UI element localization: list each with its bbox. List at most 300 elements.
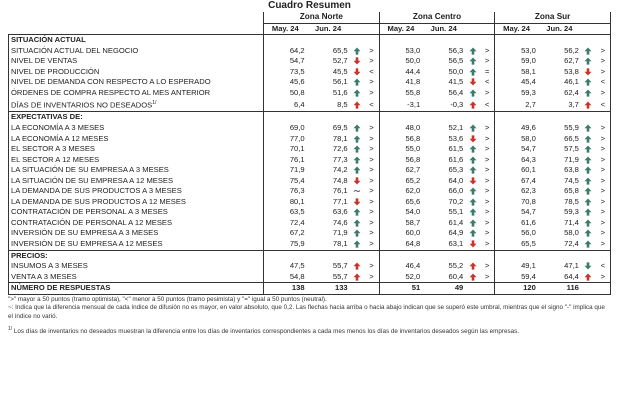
trend-cell	[465, 207, 480, 218]
threshold-sign: <	[480, 77, 495, 88]
value-may: 41,8	[379, 77, 422, 88]
value-may: 56,0	[495, 228, 538, 239]
trend-cell	[581, 165, 596, 176]
threshold-sign: >	[480, 272, 495, 283]
value-jun: 62,7	[564, 56, 579, 66]
trend-cell	[581, 207, 596, 218]
value-jun: 64,9	[448, 228, 464, 238]
arrow-down-icon	[584, 68, 592, 76]
threshold-sign: >	[596, 207, 611, 218]
arrow-up-icon	[353, 240, 361, 248]
threshold-sign: >	[480, 228, 495, 239]
value-jun: 62,4	[564, 87, 579, 97]
arrow-up-icon	[584, 229, 592, 237]
arrow-up-icon	[469, 273, 477, 281]
threshold-sign: >	[480, 155, 495, 166]
threshold-sign: <	[596, 98, 611, 112]
threshold-sign: >	[364, 77, 379, 88]
trend-cell	[581, 56, 596, 67]
value-may: 54,7	[495, 144, 538, 155]
arrow-up-icon	[584, 156, 592, 164]
value-may: 70,8	[495, 197, 538, 208]
trend-cell	[465, 46, 480, 57]
trend-cell	[581, 155, 596, 166]
value-may: 62,0	[379, 186, 422, 197]
zone-header: Zona Centro	[379, 12, 495, 23]
value-may: 47,5	[264, 261, 307, 272]
trend-cell	[465, 56, 480, 67]
table-row	[9, 261, 611, 272]
report-title: Cuadro Resumen	[268, 0, 351, 11]
threshold-sign: >	[364, 165, 379, 176]
threshold-sign: >	[364, 123, 379, 134]
value-may: 49,6	[495, 123, 538, 134]
value-jun: 56,4	[448, 87, 464, 97]
threshold-sign: >	[480, 134, 495, 145]
value-jun: 70,2	[448, 196, 464, 206]
arrow-up-icon	[353, 89, 361, 97]
value-may: 64,2	[264, 46, 307, 57]
value-may: 69,0	[264, 123, 307, 134]
value-may: 56,8	[379, 134, 422, 145]
value-may: 50,8	[264, 88, 307, 99]
arrow-down-icon	[353, 68, 361, 76]
threshold-sign: >	[596, 186, 611, 197]
arrow-up-icon	[584, 101, 592, 109]
threshold-sign: >	[480, 88, 495, 99]
value-may: 64,3	[495, 155, 538, 166]
value-jun: 46,1	[564, 77, 579, 87]
value-jun: 74,5	[564, 175, 579, 185]
threshold-sign: <	[596, 77, 611, 88]
table-row	[9, 46, 611, 57]
threshold-sign: >	[596, 176, 611, 187]
table-row	[9, 228, 611, 239]
table-row	[9, 197, 611, 208]
value-may: 55,0	[379, 144, 422, 155]
value-may: 64,8	[379, 239, 422, 250]
value-may: 45,6	[264, 77, 307, 88]
col-header-may: May. 24	[264, 23, 307, 35]
trend-cell	[465, 144, 480, 155]
arrow-up-icon	[584, 177, 592, 185]
row-label: SITUACIÓN ACTUAL DEL NEGOCIO	[9, 46, 264, 57]
value-jun: 53,8	[564, 66, 579, 76]
arrow-up-icon	[469, 198, 477, 206]
trend-cell	[581, 123, 596, 134]
trend-cell	[350, 56, 365, 67]
value-jun: 55,2	[448, 261, 464, 271]
table-row	[9, 218, 611, 229]
trend-cell	[350, 144, 365, 155]
row-label: INSUMOS A 3 MESES	[9, 261, 264, 272]
trend-cell	[581, 261, 596, 272]
threshold-sign: >	[596, 155, 611, 166]
arrow-up-icon	[584, 208, 592, 216]
threshold-sign: >	[480, 186, 495, 197]
arrow-up-icon	[353, 208, 361, 216]
trend-cell	[350, 123, 365, 134]
row-label: CONTRATACIÓN DE PERSONAL A 12 MESES	[9, 218, 264, 229]
value-may: 60,1	[495, 165, 538, 176]
total-jun: 133	[307, 283, 350, 295]
trend-cell	[581, 272, 596, 283]
summary-table	[8, 12, 611, 295]
value-jun: 63,6	[332, 207, 348, 217]
total-may: 138	[264, 283, 307, 295]
section-header-row	[9, 250, 611, 261]
threshold-sign: >	[364, 261, 379, 272]
arrow-up-icon	[353, 219, 361, 227]
table-row	[9, 186, 611, 197]
value-may: 67,4	[495, 176, 538, 187]
arrow-up-icon	[469, 156, 477, 164]
zone-header: Zona Norte	[264, 12, 380, 23]
threshold-sign: >	[364, 239, 379, 250]
threshold-sign: <	[596, 261, 611, 272]
trend-cell	[465, 123, 480, 134]
threshold-sign: >	[596, 239, 611, 250]
value-jun: 8,5	[337, 99, 348, 109]
threshold-sign: >	[364, 186, 379, 197]
arrow-down-icon	[584, 262, 592, 270]
row-label: ÓRDENES DE COMPRA RESPECTO AL MES ANTERIOR	[9, 88, 264, 99]
value-jun: 65,3	[448, 165, 464, 175]
arrow-down-icon	[469, 240, 477, 248]
value-jun: 66,0	[448, 186, 464, 196]
threshold-sign: >	[480, 207, 495, 218]
value-jun: 76,1	[332, 186, 348, 196]
arrow-down-icon	[469, 135, 477, 143]
value-may: 71,9	[264, 165, 307, 176]
threshold-sign: >	[364, 228, 379, 239]
totals-label: NÚMERO DE RESPUESTAS	[9, 283, 264, 295]
value-jun: 65,5	[332, 45, 348, 55]
value-may: 59,0	[495, 56, 538, 67]
arrow-down-icon	[353, 177, 361, 185]
value-may: 59,3	[495, 88, 538, 99]
threshold-sign: >	[480, 46, 495, 57]
arrow-up-icon	[584, 78, 592, 86]
threshold-sign: >	[364, 176, 379, 187]
threshold-sign: >	[480, 261, 495, 272]
row-label: LA DEMANDA DE SUS PRODUCTOS A 12 MESES	[9, 197, 264, 208]
table-row	[9, 272, 611, 283]
inventory-footnote	[8, 325, 611, 337]
threshold-sign: >	[364, 56, 379, 67]
trend-cell	[581, 218, 596, 229]
value-may: 67,2	[264, 228, 307, 239]
table-row	[9, 239, 611, 250]
value-may: 54,0	[379, 207, 422, 218]
arrow-up-icon	[353, 273, 361, 281]
trend-cell	[581, 186, 596, 197]
table-row	[9, 123, 611, 134]
threshold-sign: >	[480, 176, 495, 187]
trend-cell	[581, 144, 596, 155]
tilde-icon	[353, 187, 361, 195]
value-jun: 69,5	[332, 123, 348, 132]
arrow-down-icon	[353, 57, 361, 65]
value-jun: 45,5	[332, 66, 348, 76]
value-may: 56,8	[379, 155, 422, 166]
value-jun: 52,7	[332, 56, 348, 66]
trend-cell	[465, 239, 480, 250]
trend-cell	[465, 67, 480, 78]
arrow-up-icon	[353, 166, 361, 174]
value-jun: 63,8	[564, 165, 579, 175]
value-jun: 56,1	[332, 77, 348, 87]
row-label: INVERSIÓN DE SU EMPRESA A 12 MESES	[9, 239, 264, 250]
value-jun: 78,5	[564, 196, 579, 206]
value-may: -3,1	[379, 98, 422, 112]
arrow-up-icon	[469, 166, 477, 174]
trend-cell	[350, 88, 365, 99]
arrow-up-icon	[469, 262, 477, 270]
value-jun: 72,6	[332, 144, 348, 154]
trend-cell	[465, 134, 480, 145]
row-label: LA SITUACIÓN DE SU EMPRESA A 3 MESES	[9, 165, 264, 176]
trend-cell	[350, 197, 365, 208]
threshold-sign: >	[596, 88, 611, 99]
arrow-down-icon	[353, 198, 361, 206]
value-may: 63,5	[264, 207, 307, 218]
threshold-sign: >	[364, 197, 379, 208]
arrow-up-icon	[469, 124, 477, 132]
row-label: NIVEL DE DEMANDA CON RESPECTO A LO ESPERADO	[9, 77, 264, 88]
value-jun: 55,9	[564, 123, 579, 132]
value-jun: 52,1	[448, 123, 464, 132]
value-may: 76,3	[264, 186, 307, 197]
row-label: LA ECONOMÍA A 3 MESES	[9, 123, 264, 134]
trend-cell	[465, 272, 480, 283]
arrow-up-icon	[353, 156, 361, 164]
value-may: 2,7	[495, 98, 538, 112]
arrow-down-icon	[469, 78, 477, 86]
row-label: VENTA A 3 MESES	[9, 272, 264, 283]
value-jun: 60,4	[448, 271, 464, 281]
table-row	[9, 155, 611, 166]
value-may: 72,4	[264, 218, 307, 229]
threshold-sign: <	[480, 98, 495, 112]
threshold-sign: >	[596, 165, 611, 176]
total-may: 120	[495, 283, 538, 295]
section-header: PRECIOS:	[9, 250, 264, 261]
table-row	[9, 176, 611, 187]
total-jun: 116	[538, 283, 581, 295]
arrow-note: ~: Indica que la diferencia mensual de cada índice de difusión no es mayor, en valor absoluto, que 0,2. Las flechas hacia arriba o hacia abajo indican que se superó este umbral, mientras que el signo "-" implica que el índice no varió.	[8, 304, 605, 320]
value-may: 50,0	[379, 56, 422, 67]
trend-cell	[581, 77, 596, 88]
threshold-sign: >	[596, 56, 611, 67]
arrow-up-icon	[469, 57, 477, 65]
section-header-row	[9, 35, 611, 46]
table-row	[9, 98, 611, 112]
value-may: 58,0	[495, 134, 538, 145]
value-jun: 61,5	[448, 144, 464, 154]
section-header: SITUACIÓN ACTUAL	[9, 35, 264, 46]
arrow-up-icon	[584, 273, 592, 281]
trend-cell	[581, 98, 596, 112]
footnote-mark: 1/	[8, 325, 13, 332]
arrow-up-icon	[353, 124, 361, 132]
threshold-sign: >	[364, 218, 379, 229]
threshold-sign: >	[596, 144, 611, 155]
value-jun: 74,2	[332, 165, 348, 175]
value-may: 65,5	[495, 239, 538, 250]
trend-cell	[350, 176, 365, 187]
threshold-sign: <	[364, 67, 379, 78]
threshold-sign: >	[596, 67, 611, 78]
value-may: 70,1	[264, 144, 307, 155]
value-may: 53,0	[495, 46, 538, 57]
value-jun: 56,3	[448, 45, 464, 55]
footnotes	[8, 296, 611, 336]
trend-cell	[465, 186, 480, 197]
section-header: EXPECTATIVAS DE:	[9, 112, 264, 123]
arrow-up-icon	[469, 208, 477, 216]
arrow-up-icon	[469, 47, 477, 55]
trend-cell	[581, 197, 596, 208]
threshold-sign: >	[364, 134, 379, 145]
arrow-up-icon	[584, 219, 592, 227]
threshold-sign: >	[364, 207, 379, 218]
arrow-up-icon	[353, 101, 361, 109]
trend-cell	[350, 77, 365, 88]
value-may: 60,0	[379, 228, 422, 239]
value-may: 62,7	[379, 165, 422, 176]
table-row	[9, 77, 611, 88]
trend-cell	[581, 88, 596, 99]
arrow-up-icon	[469, 229, 477, 237]
value-may: 80,1	[264, 197, 307, 208]
table-row	[9, 56, 611, 67]
value-may: 6,4	[264, 98, 307, 112]
value-jun: 56,5	[448, 56, 464, 66]
value-may: 59,4	[495, 272, 538, 283]
threshold-sign: >	[480, 123, 495, 134]
summary-report	[8, 0, 611, 336]
value-jun: 53,6	[448, 133, 464, 143]
value-may: 53,0	[379, 46, 422, 57]
value-may: 52,0	[379, 272, 422, 283]
threshold-sign: >	[480, 197, 495, 208]
trend-cell	[350, 228, 365, 239]
column-header-row	[9, 23, 611, 35]
trend-cell	[350, 155, 365, 166]
threshold-sign: >	[596, 218, 611, 229]
value-may: 54,7	[495, 207, 538, 218]
value-jun: 55,1	[448, 207, 464, 217]
threshold-sign: >	[596, 272, 611, 283]
arrow-up-icon	[584, 187, 592, 195]
trend-cell	[465, 261, 480, 272]
value-jun: 47,1	[564, 261, 579, 271]
threshold-sign: <	[364, 98, 379, 112]
trend-cell	[350, 239, 365, 250]
value-may: 46,4	[379, 261, 422, 272]
table-row	[9, 144, 611, 155]
value-may: 54,8	[264, 272, 307, 283]
col-header-may: May. 24	[495, 23, 538, 35]
trend-cell	[581, 134, 596, 145]
value-jun: 71,4	[564, 217, 579, 227]
trend-cell	[350, 98, 365, 112]
threshold-sign: >	[596, 123, 611, 134]
arrow-up-icon	[584, 47, 592, 55]
value-jun: 61,6	[448, 154, 464, 164]
row-label: EL SECTOR A 3 MESES	[9, 144, 264, 155]
threshold-sign: >	[364, 46, 379, 57]
arrow-up-icon	[469, 145, 477, 153]
trend-cell	[581, 176, 596, 187]
table-row	[9, 207, 611, 218]
arrow-up-icon	[353, 229, 361, 237]
table-row	[9, 165, 611, 176]
value-jun: 78,1	[332, 239, 348, 249]
value-may: 55,8	[379, 88, 422, 99]
value-may: 44,4	[379, 67, 422, 78]
value-may: 49,1	[495, 261, 538, 272]
value-may: 73,5	[264, 67, 307, 78]
arrow-up-icon	[353, 78, 361, 86]
value-jun: 3,7	[568, 99, 579, 109]
trend-cell	[350, 165, 365, 176]
total-jun: 49	[422, 283, 465, 295]
table-row	[9, 88, 611, 99]
value-may: 65,6	[379, 197, 422, 208]
trend-cell	[465, 88, 480, 99]
value-may: 75,9	[264, 239, 307, 250]
arrow-up-icon	[584, 135, 592, 143]
trend-cell	[465, 98, 480, 112]
row-label: NIVEL DE PRODUCCIÓN	[9, 67, 264, 78]
value-may: 45,4	[495, 77, 538, 88]
trend-cell	[465, 155, 480, 166]
value-jun: 59,3	[564, 207, 579, 217]
threshold-sign: >	[596, 46, 611, 57]
col-header-jun: Jun. 24	[307, 23, 350, 35]
arrow-up-icon	[584, 89, 592, 97]
trend-cell	[465, 176, 480, 187]
arrow-up-icon	[469, 187, 477, 195]
value-may: 58,1	[495, 67, 538, 78]
arrow-up-icon	[584, 166, 592, 174]
arrow-up-icon	[469, 101, 477, 109]
trend-cell	[465, 228, 480, 239]
section-header-row	[9, 112, 611, 123]
value-jun: 71,9	[564, 154, 579, 164]
value-may: 58,7	[379, 218, 422, 229]
threshold-sign: >	[596, 228, 611, 239]
value-may: 61,6	[495, 218, 538, 229]
zone-header: Zona Sur	[495, 12, 611, 23]
trend-cell	[465, 77, 480, 88]
trend-cell	[581, 228, 596, 239]
value-jun: 61,4	[448, 217, 464, 227]
trend-cell	[350, 272, 365, 283]
arrow-up-icon	[469, 68, 477, 76]
footnote-ref: 1/	[152, 100, 157, 107]
arrow-up-icon	[584, 240, 592, 248]
threshold-sign: >	[480, 56, 495, 67]
arrow-up-icon	[584, 57, 592, 65]
value-jun: 72,4	[564, 239, 579, 249]
arrow-up-icon	[584, 145, 592, 153]
value-may: 76,1	[264, 155, 307, 166]
footnote-text: Los días de inventarios no deseados muestran la diferencia entre los días de inventarios correspondientes a cada mes menos los días de inventarios deseados según las empresas.	[13, 327, 520, 335]
trend-cell	[465, 218, 480, 229]
